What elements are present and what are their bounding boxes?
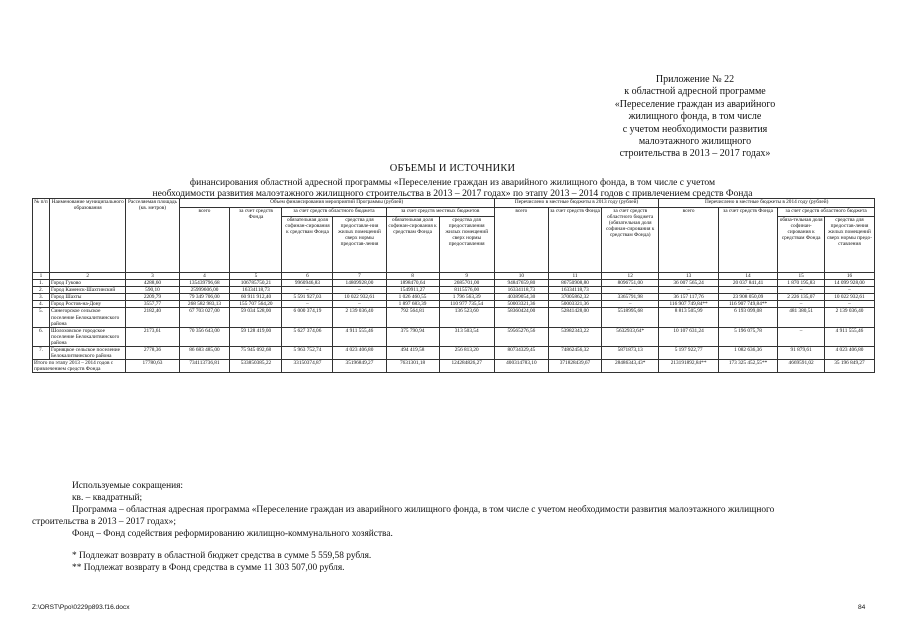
table-cell: 2182,40 [126, 308, 179, 327]
footnote-2: ** Подлежат возврату в Фонд средства в сумме 11 303 507,00 рубля. [72, 563, 345, 573]
table-cell: – [333, 287, 386, 294]
table-cell: 59 034 528,00 [230, 308, 282, 327]
row-number: 7. [33, 347, 50, 360]
notes-section [32, 480, 872, 574]
table-cell: 3365791,98 [602, 294, 659, 301]
column-number: 12 [602, 273, 659, 280]
table-cell: 4 911 555,46 [333, 327, 386, 346]
table-cell: 2 139 036,40 [333, 308, 386, 327]
abbreviation-program-b: строительства в 2013 – 2017 годах»; [32, 517, 176, 527]
table-cell: 110 977 735,54 [439, 301, 494, 308]
table-cell: 213191892,84** [659, 360, 718, 373]
table-cell: – [333, 301, 386, 308]
table-cell: 5 627 374,06 [282, 327, 333, 346]
column-number: 5 [230, 273, 282, 280]
table-row [33, 327, 875, 346]
table-cell: – [778, 287, 825, 294]
table-cell: 106785750,21 [230, 280, 282, 287]
table-cell: 86 683 485,00 [179, 347, 230, 360]
municipality-name: Шолоховское городское поселение Белокалитвинского района [49, 327, 125, 346]
municipality-name: Синегорское сельское поселение Белокалитвинского района [49, 308, 125, 327]
appendix-line: строительства в 2013 – 2017 годах» [619, 148, 771, 160]
table-cell: 80734329,45 [494, 347, 548, 360]
table-cell: – [282, 301, 333, 308]
header-local-mandatory: обязательная доля софинан-сирования к средствам Фонда [386, 217, 439, 273]
table-cell: 74862456,32 [548, 347, 601, 360]
table-cell: – [282, 287, 333, 294]
table-cell: 371828439,67 [548, 360, 601, 373]
table-cell: 8115576,00 [439, 287, 494, 294]
header-2013-regional: за счет средств областного бюджета (обязательная доля софинан-сирования к средствам Фонда) [602, 208, 659, 273]
appendix-line: с учетом необходимости развития [622, 123, 768, 135]
table-row [33, 280, 875, 287]
table-cell: 4669591,02 [778, 360, 825, 373]
header-col-name: Наименование муниципального образования [49, 199, 125, 273]
header-group-2014: Перечислено в местные бюджеты в 2014 году (рублей) [659, 199, 875, 208]
table-cell: 2 139 036,40 [824, 308, 874, 327]
table-cell: 70 356 643,00 [179, 327, 230, 346]
header-local-extra: средства для предоставления жилых помещений сверх нормы предоставления [439, 217, 494, 273]
table-row [33, 287, 875, 294]
header-2014-regional: за счет средств областного бюджета [778, 208, 875, 217]
header-program-local: за счет средств местных бюджетов [386, 208, 494, 217]
table-cell: 5871873,13 [602, 347, 659, 360]
table-cell: 7631301,18 [386, 360, 439, 373]
appendix-line: к областной адресной программе [624, 86, 766, 98]
table-cell: 116 907 749,84** [659, 301, 718, 308]
table-cell: 375 790,94 [386, 327, 439, 346]
header-2014-mandatory: обяза-тельная доля софинан-сирования к средствам Фонда [778, 217, 825, 273]
column-number: 15 [778, 273, 825, 280]
header-program-fund: за счет средств Фонда [230, 208, 282, 273]
table-cell: 52841428,00 [548, 308, 601, 327]
municipality-name: Город Шахты [49, 294, 125, 301]
table-cell: 9960946,83 [282, 280, 333, 287]
column-number: 13 [659, 273, 718, 280]
table-cell: 5518995,68 [602, 308, 659, 327]
column-number: 4 [179, 273, 230, 280]
table-cell: 10 022 932,61 [333, 294, 386, 301]
header-2014-extra: средства для предостав-ления жилых помещений сверх нормы предо-ставления [824, 217, 874, 273]
table-cell: 16334118,73 [230, 287, 282, 294]
table-cell: 590,10 [126, 287, 179, 294]
table-cell: 4 023 406,80 [824, 347, 874, 360]
row-number: 6. [33, 327, 50, 346]
table-cell: 20 037 841,41 [718, 280, 777, 287]
column-number-row [33, 273, 875, 280]
row-number: 1. [33, 280, 50, 287]
row-number: 5. [33, 308, 50, 327]
table-cell: 8 813 505,99 [659, 308, 718, 327]
table-cell: 60 911 912,40 [230, 294, 282, 301]
table-cell: 5 196 075,78 [718, 327, 777, 346]
municipality-name: Город Каменск-Шахтинский [49, 287, 125, 294]
table-cell: 40389054,30 [494, 294, 548, 301]
table-cell: 155 707 564,20 [230, 301, 282, 308]
file-path: Z:\ORST\Ppo\0229p893.f16.docx [32, 604, 130, 611]
table-cell: 23 908 050,09 [718, 294, 777, 301]
table-cell: 25999606,00 [179, 287, 230, 294]
table-cell: – [602, 301, 659, 308]
table-cell: 36 157 117,76 [659, 294, 718, 301]
table-cell: 14809928,00 [333, 280, 386, 287]
header-regional-extra: средства для предоставле-ния жилых помещений сверх нормы предостав-ления [333, 217, 386, 273]
table-cell: 3557,77 [126, 301, 179, 308]
table-cell: 36 007 565,24 [659, 280, 718, 287]
total-label: Итого по этапу 2013 – 2014 годов с привлечением средств Фонда [33, 360, 126, 373]
table-cell: – [659, 287, 718, 294]
column-number: 2 [49, 273, 125, 280]
municipality-name: Город Гуково [49, 280, 125, 287]
header-col-area: Расселяемая площадь (кв. метров) [126, 199, 179, 273]
table-cell: 533850385,22 [230, 360, 282, 373]
table-cell: 1898470,64 [386, 280, 439, 287]
table-cell: 59 128 419,00 [230, 327, 282, 346]
table-cell: 400314783,10 [494, 360, 548, 373]
table-cell: 116 907 749,84** [718, 301, 777, 308]
table-cell: 268 582 983,13 [179, 301, 230, 308]
row-number: 3. [33, 294, 50, 301]
table-row [33, 347, 875, 360]
table-cell: 5632933,64* [602, 327, 659, 346]
table-cell: 5 197 922,77 [659, 347, 718, 360]
table-cell: 53982343,22 [548, 327, 601, 346]
table-cell: – [824, 301, 874, 308]
document-title: ОБЪЕМЫ И ИСТОЧНИКИ [389, 163, 516, 174]
column-number: 11 [548, 273, 601, 280]
column-number: 9 [439, 273, 494, 280]
table-cell: 1 026 460,55 [386, 294, 439, 301]
table-cell: 2685701,00 [439, 280, 494, 287]
table-cell: 94847659,80 [494, 280, 548, 287]
table-body [33, 280, 875, 373]
table-cell: 1549911,27 [386, 287, 439, 294]
table-cell: 481 380,51 [778, 308, 825, 327]
table-cell: 33150374,87 [282, 360, 333, 373]
table-cell: – [718, 287, 777, 294]
appendix-line: Приложение № 22 [655, 74, 735, 85]
table-cell: 124284826,27 [439, 360, 494, 373]
table-cell: 10 107 631,24 [659, 327, 718, 346]
table-cell: 4 911 555,46 [824, 327, 874, 346]
column-number: 16 [824, 273, 874, 280]
table-cell: 8096751,00 [602, 280, 659, 287]
header-program-total: всего [179, 208, 230, 273]
table-cell: – [778, 327, 825, 346]
column-number: 10 [494, 273, 548, 280]
table-cell: 6 000 374,19 [282, 308, 333, 327]
table-cell: 4288,60 [126, 280, 179, 287]
header-col-no: № п/п [33, 199, 50, 273]
table-cell: 10 022 932,61 [824, 294, 874, 301]
municipality-name: Горняцкое сельское поселение Белокалитвинского района [49, 347, 125, 360]
table-cell: – [602, 287, 659, 294]
table-row [33, 301, 875, 308]
appendix-line: «Переселение граждан из аварийного [614, 98, 776, 110]
financing-table [32, 198, 875, 373]
table-cell: 50003321,36 [548, 301, 601, 308]
appendix-caption [560, 74, 830, 161]
table-cell: 136 523,60 [439, 308, 494, 327]
column-number: 8 [386, 273, 439, 280]
table-cell: 734113736,81 [179, 360, 230, 373]
header-2013-total: всего [494, 208, 548, 273]
column-number: 7 [333, 273, 386, 280]
footnote-1: * Подлежат возврату в областной бюджет средства в сумме 5 559,58 рубля. [72, 551, 372, 561]
column-number: 3 [126, 273, 179, 280]
table-cell: 6 193 099,08 [718, 308, 777, 327]
table-cell: – [778, 301, 825, 308]
header-2014-total: всего [659, 208, 718, 273]
header-regional-mandatory: обязательная доля софинан-сирования к средствам Фонда [282, 217, 333, 273]
table-cell: 5 591 927,03 [282, 294, 333, 301]
table-cell: 2209,79 [126, 294, 179, 301]
table-cell: 1 796 563,39 [439, 294, 494, 301]
row-number: 2. [33, 287, 50, 294]
header-group-2013: Перечислено в местные бюджеты в 2013 году (рублей) [494, 199, 659, 208]
notes-heading: Используемые сокращения: [72, 481, 184, 491]
column-number: 6 [282, 273, 333, 280]
table-cell: 2 226 135,07 [778, 294, 825, 301]
page-number: 84 [858, 604, 866, 611]
table-cell: 135439796,68 [179, 280, 230, 287]
table-cell: 14 099 928,00 [824, 280, 874, 287]
table-cell: 2173,61 [126, 327, 179, 346]
document-subtitle-line1: финансирования областной адресной программы «Переселение граждан из аварийного жилищного фонда, в том числе с учетом [189, 177, 716, 188]
table-cell: 35 196 849,27 [824, 360, 874, 373]
column-number: 1 [33, 273, 50, 280]
table-cell: 494 419,58 [386, 347, 439, 360]
table-cell: 37005862,32 [548, 294, 601, 301]
appendix-line: малоэтажного жилищного [638, 136, 752, 148]
row-number: 4. [33, 301, 50, 308]
table-cell: 2778,36 [126, 347, 179, 360]
table-cell: 79 349 706,00 [179, 294, 230, 301]
abbreviation-program-a: Программа – областная адресная программа «Переселение граждан из аварийного жилищного фонда, в том числе с учетом необходимости развития малоэтажного жилищного [72, 505, 775, 515]
table-cell: 17780,63 [126, 360, 179, 373]
table-cell: 256 813,20 [439, 347, 494, 360]
table-cell: 16334118,73 [494, 287, 548, 294]
table-cell: 67 703 027,00 [179, 308, 230, 327]
header-2014-fund: за счет средств Фонда [718, 208, 777, 273]
table-cell: – [824, 287, 874, 294]
table-cell: 1 082 636,36 [718, 347, 777, 360]
column-number: 14 [718, 273, 777, 280]
appendix-line: жилищного фонда, в том числе [628, 111, 762, 123]
header-2013-fund: за счет средств Фонда [548, 208, 601, 273]
table-cell: 5 963 752,74 [282, 347, 333, 360]
table-cell: 4 023 406,80 [333, 347, 386, 360]
table-cell: 91 879,61 [778, 347, 825, 360]
total-row [33, 360, 875, 373]
table-cell: 1 897 683,39 [386, 301, 439, 308]
table-cell: 1 870 195,83 [778, 280, 825, 287]
document-subtitle-line2: необходимости развития малоэтажного жилищного строительства в 2013 – 2017 годах» по этапу 2013 – 2014 годов с привлечением средств Фонда [152, 188, 753, 199]
table-cell: 16334118,73 [548, 287, 601, 294]
table-cell: 313 503,54 [439, 327, 494, 346]
table-row [33, 294, 875, 301]
table-cell: 792 564,81 [386, 308, 439, 327]
table-cell: 28486343,43* [602, 360, 659, 373]
municipality-name: Город Ростов-на-Дону [49, 301, 125, 308]
table-cell: 59565276,56 [494, 327, 548, 346]
table-cell: 86750908,80 [548, 280, 601, 287]
table-cell: 58360424,00 [494, 308, 548, 327]
header-group-program: Объем финансирования мероприятий Программы (рублей) [179, 199, 494, 208]
table-cell: 35196849,27 [333, 360, 386, 373]
header-program-regional: за счет средств областного бюджета [282, 208, 386, 217]
table-row [33, 308, 875, 327]
table-cell: 173 325 452,55** [718, 360, 777, 373]
abbreviation-fund: Фонд – Фонд содействия реформированию жилищно-коммунального хозяйства. [72, 529, 393, 539]
table-cell: 75 945 092,68 [230, 347, 282, 360]
abbreviation-kv: кв. – квадратный; [72, 493, 143, 503]
table-cell: 50003321,36 [494, 301, 548, 308]
